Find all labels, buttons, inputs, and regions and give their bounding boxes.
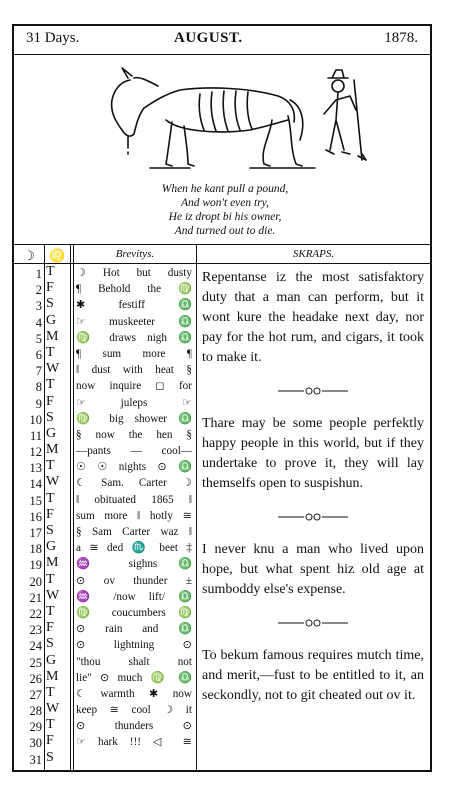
brevitys-line: now inquire ◻ for [76,380,192,393]
brevitys-line: sum more ‖ hotly ≅ [76,509,192,522]
brevitys-line: § now the hen § [76,428,192,441]
horse-illustration [100,60,370,175]
weekday-letter: W [46,361,60,377]
date-number: 27 [29,687,42,702]
weekday-letter: G [46,425,57,441]
weekday-letter: S [46,409,54,425]
weekday-letter: W [46,474,60,490]
weekday-letter: S [46,636,54,652]
column-divider [73,244,74,772]
weekday-letter: M [46,555,59,571]
weekday-letter: G [46,652,57,668]
date-number: 14 [29,477,42,492]
brevitys-column-head: Brevitys. [115,248,155,260]
brevitys-line: ♒ /now lift/ ♎ [76,590,192,603]
brevitys-line: ⊙ thunders ⊙ [76,720,192,733]
poem-line: And won't even try, [180,197,270,209]
brevitys-line: ☞ hark !!! ◁ ≅ [76,736,192,749]
weekday-letter: F [46,733,54,749]
weekday-letter: T [46,717,55,733]
column-divider [70,244,71,772]
date-number: 6 [35,347,42,362]
date-column [18,266,42,768]
skrap-paragraph: Thare may be some people perfektly happy people in this world, but if they undertake to prove it, they will lay themselfs open to suspishun. [202,416,424,491]
brevitys-line: ☉ ☉ nights ⊙ ♎ [76,461,192,474]
brevitys-line: a ≅ ded ♏ beet ‡ [76,542,192,555]
date-number: 26 [29,671,42,686]
brevitys-line: keep ≅ cool ☽ it [76,704,192,717]
poem-line: When he kant pull a pound, [161,183,289,195]
brevitys-line: ¶ Behold the ♍ [76,283,192,296]
brevitys-line: ☞ juleps ☞ [76,396,192,409]
column-divider [196,244,197,772]
date-number: 4 [35,315,42,330]
date-number: 1 [35,267,42,281]
date-number: 13 [29,461,42,476]
brevitys-line: "thou shalt not [76,655,192,668]
weekday-letter: S [46,296,54,312]
poem [40,182,410,238]
weekday-letter: T [46,344,55,360]
date-number: 7 [35,364,42,379]
header-rule [14,54,430,55]
skrap-paragraph: To bekum famous requires mutch time, and merit,—fust to be entitled to it, an seckondly, not to git cheated out ov it. [202,648,424,703]
brevitys-line: ¶ sum more ¶ [76,347,192,360]
date-number: 5 [35,331,42,346]
weekday-letter: S [46,749,54,765]
brevitys-line: ♒ sighns ♎ [76,558,192,571]
weekday-letter: M [46,328,59,344]
date-number: 29 [29,720,42,735]
date-number: 10 [29,412,42,427]
date-number: 3 [35,299,42,314]
skraps-column [202,268,424,706]
weekday-letter: T [46,264,55,279]
ornament-divider-icon [278,386,348,396]
weekday-letter: F [46,280,54,296]
ornament-divider-icon [278,618,348,628]
month-title: AUGUST. [174,30,243,46]
brevitys-line: ☾ Sam. Carter ☽ [76,477,192,490]
ornament-divider-icon [278,512,348,522]
page-header [14,30,430,52]
skrap-paragraph: Repentanse iz the most satisfaktory duty that a man can perform, but it wont kure the headake next day, nor pay for the hot rum, and cigars, it took to make it. [202,270,424,365]
date-number: 8 [35,380,42,395]
date-number: 17 [29,526,42,540]
weekday-letter: T [46,490,55,506]
column-divider [44,244,45,772]
skraps-column-head: SKRAPS. [292,248,335,260]
table-top-rule [14,244,430,245]
weekday-letter: M [46,442,59,458]
date-number: 2 [35,283,42,298]
brevitys-line: ‖ dust with heat § [76,364,192,377]
date-number: 12 [29,445,42,460]
date-number: 11 [29,428,42,443]
brevitys-line: § Sam Carter waz ‖ [76,526,192,538]
weekday-letter: T [46,571,55,587]
date-number: 30 [29,736,42,751]
brevitys-line: ⊙ lightning ⊙ [76,639,192,652]
date-number: 23 [29,623,42,638]
brevitys-line: ☽ Hot but dusty [76,267,192,279]
weekday-column [46,264,68,766]
weekday-letter: M [46,668,59,684]
date-number: 20 [29,574,42,589]
date-number: 16 [29,509,42,524]
sign-column-head: ♌ [49,248,66,263]
brevitys-line: ‖ obituated 1865 ‖ [76,493,192,506]
weekday-letter: F [46,620,54,636]
poem-line: He iz dropt bi his owner, [168,211,282,223]
brevitys-line: ✱ festiff ♎ [76,299,192,312]
weekday-letter: F [46,393,54,409]
date-number: 25 [29,655,42,670]
brevitys-line: ☞ muskeeter ♎ [76,315,192,328]
brevitys-line: ♍ coucumbers ♍ [76,606,192,619]
weekday-letter: T [46,603,55,619]
weekday-letter: T [46,377,55,393]
date-number: 28 [29,704,42,719]
date-number: 15 [29,493,42,508]
brevitys-line: ⊙ ov thunder ± [76,574,192,587]
weekday-letter: T [46,458,55,474]
brevitys-line: ⊙ rain and ♎ [76,623,192,636]
year: 1878. [384,30,418,46]
poem-line: And turned out to die. [174,225,276,237]
date-number: 31 [29,752,42,767]
brevitys-line: —pants — cool— [76,445,192,458]
date-number: 9 [35,396,42,411]
weekday-letter: W [46,587,60,603]
weekday-letter: S [46,523,54,538]
date-number: 19 [29,558,42,573]
brevitys-line: ♍ big shower ♎ [76,412,192,425]
weekday-letter: G [46,539,57,555]
brevitys-line: ♍ draws nigh ♎ [76,331,192,344]
date-number: 18 [29,542,42,557]
weekday-letter: G [46,312,57,328]
brevitys-line [76,751,192,767]
date-number: 24 [29,639,42,654]
brevitys-line: lie" ⊙ much ♍ ♎ [76,671,192,684]
moon-column-head: ☽ [23,248,35,263]
weekday-letter: T [46,684,55,700]
days-count: 31 Days. [26,30,80,46]
brevitys-line: ☾ warmth ✱ now [76,687,192,700]
weekday-letter: W [46,701,60,717]
date-number: 21 [29,590,42,605]
skrap-paragraph: I never knu a man who lived upon hope, but what spent hiz old age at sumboddy else's expense. [202,542,424,597]
weekday-letter: F [46,506,54,522]
brevitys-column [76,265,192,767]
date-number: 22 [29,606,42,621]
